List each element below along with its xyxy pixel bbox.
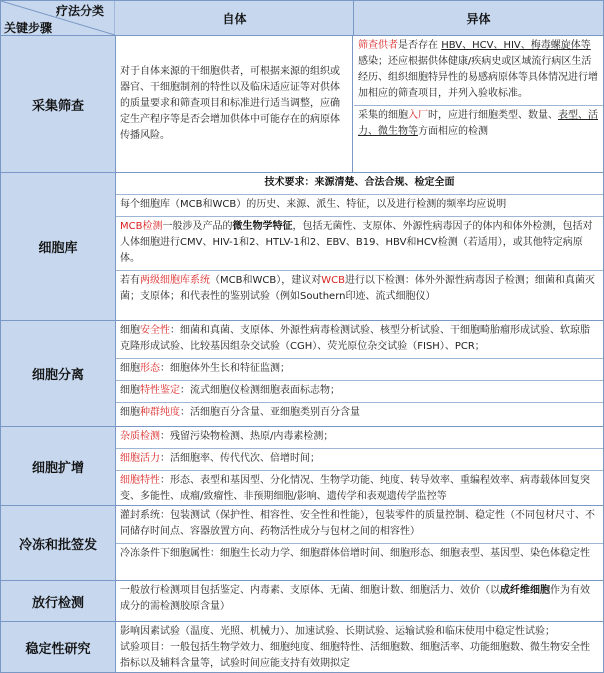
stability-text (116, 622, 603, 672)
collect-allo-paragraph-1 (358, 38, 599, 102)
row-label-release-test: 放行检测 (1, 581, 116, 621)
divider (116, 358, 603, 359)
text: 时，应进行细胞类型、数量、 (428, 110, 558, 121)
text: ：流式细胞仪检测细胞表面标志物； (180, 385, 340, 396)
row-label-stability: 稳定性研究 (1, 622, 116, 672)
expansion-paragraph-1 (120, 429, 599, 445)
expansion-text (116, 427, 603, 505)
bold-microbiology: 微生物学特征 (232, 221, 293, 232)
cell-bank-paragraph-1: 每个细胞库（MCB和WCB）的历史、来源、派生、特征，以及进行检测的频率均应说明 (120, 199, 507, 210)
text: 若有 (120, 275, 140, 286)
row-cell-bank (1, 173, 603, 321)
divider (354, 105, 603, 106)
cell-bank-text (116, 173, 603, 320)
divider (116, 380, 603, 381)
key-step-label: 关键步骤 (4, 21, 53, 35)
row-label-collect: 采集筛查 (1, 36, 116, 172)
separation-text (116, 321, 603, 426)
tech-requirements-title: 技术要求：来源清楚、合法合规、检定全面 (264, 177, 455, 188)
collect-allo-text (354, 36, 603, 172)
collect-auto-text (116, 36, 353, 172)
divider (116, 194, 603, 195)
text: 是否存在 (398, 40, 442, 51)
highlight-safety: 安全性 (140, 325, 170, 336)
row-label-cell-bank: 细胞库 (1, 173, 116, 320)
text: 方面相应的检测 (418, 126, 488, 137)
col-autologous: 自体 (116, 1, 354, 35)
row-stability (1, 622, 603, 672)
row-label-freeze-release: 冷冻和批签发 (1, 506, 116, 580)
highlight-wcb: WCB (321, 275, 345, 286)
text: 细胞 (120, 325, 140, 336)
text: ：形态、表型和基因型、分化情况、生物学功能、纯度、转导效率、重编程效率、病毒载体回复突变、多能性、成瘤/致瘤性、非预期细胞/影响、遗传学和表观遗传学监控等 (120, 475, 590, 502)
row-label-expansion: 细胞扩增 (1, 427, 116, 505)
text: ：细胞体外生长和特征监测； (160, 363, 290, 374)
highlight-impurity: 杂质检测 (120, 431, 160, 442)
separation-paragraph-4 (120, 405, 599, 421)
cell-bank-paragraph-3 (120, 273, 599, 305)
text: ：活细胞百分含量、亚细胞类别百分含量 (180, 407, 360, 418)
highlight-two-tier-bank: 两级细胞库系统 (140, 275, 210, 286)
highlight-viability: 细胞活力 (120, 453, 160, 464)
text: 细胞 (120, 363, 140, 374)
separation-paragraph-1 (120, 323, 599, 355)
text: ：细菌和真菌、支原体、外源性病毒检测试验、核型分析试验、干细胞畸胎瘤形成试验、软琼脂克隆形成试验、比较基因组杂交试验（CGH）、荧光原位杂交试验（FISH）、PCR； (120, 325, 590, 352)
divider (116, 543, 603, 544)
table-header (1, 1, 603, 36)
divider (116, 402, 603, 403)
separation-paragraph-3 (120, 383, 599, 399)
row-collect (1, 36, 603, 173)
cell-bank-paragraph-2 (120, 219, 599, 267)
separation-paragraph-2 (120, 361, 599, 377)
underlined-tests: 表型、活力、微生物等 (358, 110, 598, 137)
text: ：活细胞率、传代代次、倍增时间； (160, 453, 320, 464)
text: 进行以下检测：体外外源性病毒因子检测；细菌和真菌灭菌；支原体；和代表性的鉴别试验（例如Southern印迹、流式细胞仪） (120, 275, 595, 302)
text: 作为有效成分的需检测胶原含量） (120, 585, 590, 612)
release-test-text (116, 581, 603, 621)
highlight-characterization: 特性鉴定 (140, 385, 180, 396)
freeze-release-text (116, 506, 603, 580)
text: 一般涉及产品的 (162, 221, 233, 232)
freeze-paragraph-1: 灌封系统：包装测试（保护性、相容性、安全性和性能），包装零件的质量控制、稳定性（不同包材尺寸、不同储存时间点、容器放置方向、药物活性成分与包材之间的相容性） (120, 510, 595, 537)
row-expansion (1, 427, 603, 506)
divider (116, 448, 603, 449)
highlight-properties: 细胞特性 (120, 475, 160, 486)
expansion-paragraph-2 (120, 451, 599, 467)
collect-auto-paragraph: 对于自体来源的干细胞供者，可根据来源的组织或器官、干细胞制剂的特性以及临床适应证等对供体的质量要求和筛查项目和标准进行适当调整，应确定生产程序等是否会增加供体中可能存在的病原体传播风险。 (120, 66, 340, 141)
text: 感染；还应根据供体健康/疾病史或区域流行病区生活经历、组织细胞特异性的易感病原体等具体情况进行增加相应的筛查项目，并列入验收标准。 (358, 56, 598, 99)
text: 一般放行检测项目包括鉴定、内毒素、支原体、无菌、细胞计数、细胞活力、效价（以 (120, 585, 500, 596)
row-release-test (1, 581, 603, 622)
divider (116, 470, 603, 471)
highlight-mcb-test: MCB检测 (120, 221, 163, 232)
stability-paragraph-1: 影响因素试验（温度、光照、机械力）、加速试验、长期试验、运输试验和临床使用中稳定性试验； (120, 626, 555, 637)
expansion-paragraph-3 (120, 473, 599, 505)
row-separation (1, 321, 603, 427)
text: ：残留污染物检测、热原/内毒素检测； (160, 431, 334, 442)
release-paragraph (120, 583, 599, 615)
highlight-screen-donor: 筛查供者 (358, 40, 398, 51)
highlight-morphology: 形态 (140, 363, 160, 374)
highlight-intake: 入厂 (408, 110, 428, 121)
text: 细胞 (120, 385, 140, 396)
divider (116, 270, 603, 271)
bold-fibroblast: 成纤维细胞 (500, 585, 550, 596)
text: 细胞 (120, 407, 140, 418)
collect-allo-paragraph-2 (358, 108, 599, 140)
text: ，包括无菌性、支原体、外源性病毒因子的体内和体外检测，包括对人体细胞进行CMV、HIV-1和2、HTLV-1和2、EBV、B19、HBV和HCV检测（若适用），或其他特定病原体。 (120, 221, 593, 264)
divider (116, 216, 603, 217)
highlight-purity: 种群纯度 (140, 407, 180, 418)
row-freeze-release (1, 506, 603, 581)
therapy-category-label: 疗法分类 (56, 4, 105, 18)
text: （MCB和WCB），建议对 (210, 275, 322, 286)
col-allogeneic: 异体 (466, 11, 491, 26)
freeze-paragraph-2: 冷冻条件下细胞属性：细胞生长动力学、细胞群体倍增时间、细胞形态、细胞表型、基因型、染色体稳定性 (120, 548, 590, 559)
underlined-pathogens: HBV、HCV、HIV、梅毒螺旋体等 (441, 40, 591, 51)
row-label-separation: 细胞分离 (1, 321, 116, 426)
text: 采集的细胞 (358, 110, 408, 121)
stability-paragraph-2: 试验项目：一般包括生物学效力、细胞纯度、细胞特性、活细胞数、细胞活率、功能细胞数、微生物安全性指标以及辅料含量等，试验时间应能支持有效期拟定 (120, 642, 590, 669)
